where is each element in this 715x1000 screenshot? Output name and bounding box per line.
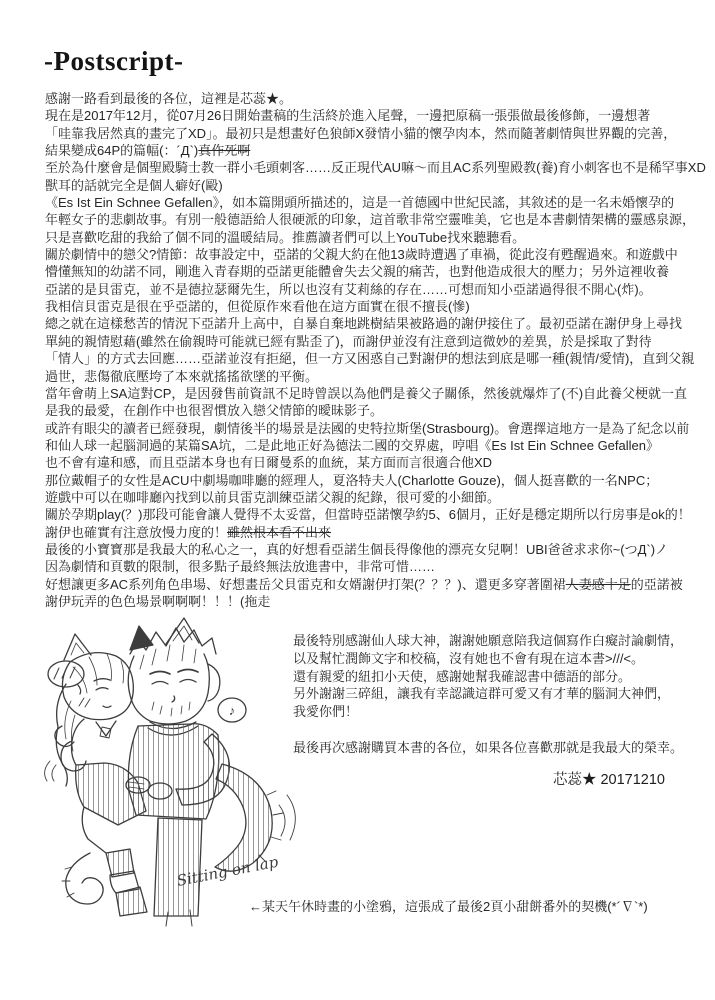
silence-speech-bubble (48, 661, 84, 694)
body-line: 我相信貝雷克是很在乎亞諾的，但從原作來看他在這方面實在很不擅長(慘) (45, 299, 470, 315)
body-line: 當年會萌上SA這對CP，是因發售前資訊不足時曾誤以為他們是養父子關係，然後就爆炸了(不)自此養父梗就一直 (45, 385, 688, 401)
final-thanks-line: 最後再次感謝購買本書的各位，如果各位喜歡那就是我最大的榮幸。 (293, 740, 684, 755)
body-line: 至於為什麼會是個聖殿騎士教一群小毛頭刺客……反正現代AU嘛～而且AC系列聖殿教(養)育小刺客也不是稀罕事XD (45, 160, 706, 176)
body-line: 是我的最愛，在創作中也很習慣放入戀父情節的曖昧影子。 (45, 403, 384, 419)
handwritten-note: Sitting on lap (175, 852, 280, 890)
doodle-caption: ←某天午休時畫的小塗鴉，這張成了最後2頁小甜餅番外的契機(*´∇`*) (249, 899, 648, 914)
body-line: 懵懂無知的幼諾不同，剛進入青春期的亞諾更能體會失去父親的痛苦，也對他造成很大的壓力；另外這裡收養 (45, 264, 670, 280)
author-signature: 芯蕊★ 20171210 (552, 772, 665, 788)
thanks-line: 我愛你們！ (293, 704, 359, 720)
body-line: 關於劇情中的戀父?情節：故事設定中，亞諾的父親大約在他13歲時遭遇了車禍，從此沒有甦醒過來。和遊戲中 (45, 247, 678, 263)
body-line: 單純的親情慰藉(雖然在偷親時可能就已經有點歪了)，而謝伊並沒有注意到這微妙的差異，於是採取了對待 (45, 333, 652, 349)
body-line: 感謝一路看到最後的各位，這裡是芯蕊★。 (45, 91, 293, 106)
thanks-line: 最後特別感謝仙人球大神，謝謝她願意陪我這個寫作白癡討論劇情， (293, 633, 684, 648)
body-line: 那位戴帽子的女性是ACU中劇場咖啡廳的經理人，夏洛特夫人(Charlotte Gouze)，個人挺喜歡的一名NPC； (45, 472, 659, 488)
thanks-block (293, 632, 708, 721)
body-line: 亞諾的是貝雷克，並不是德拉瑟爾先生，所以也沒有艾莉絲的存在……可想而知小亞諾過得很不開心(炸)。 (45, 281, 652, 297)
body-line: 年輕女子的悲劇故事。有別一般德語給人很硬派的印象，這首歌非常空靈唯美，它也是本書劇情架構的靈感泉源， (45, 212, 696, 228)
body-line: 只是喜歡吃甜的我給了個不同的溫暖結局。推薦讀者們可以上YouTube找來聽聽看。 (45, 229, 526, 245)
fluffy-tail (215, 764, 295, 871)
thanks-line: 以及幫忙潤飾文字和校稿，沒有她也不會有現在這本書>///<。 (293, 650, 645, 666)
body-text (45, 90, 710, 610)
page-title: -Postscript- (44, 46, 184, 76)
body-line: 因為劇情和頁數的限制，很多點子最終無法放進書中，非常可惜…… (45, 559, 436, 575)
body-line: 《Es Ist Ein Schnee Gefallen》，如本篇開頭所描述的，這是一首德國中世紀民謠，其敘述的是一名未婚懷孕的 (45, 195, 675, 211)
body-line: 和仙人球一起腦洞過的某篇SA坑，二是此地正好為德法二國的交界處，哼唱《Es Ist Ein Schnee Gefallen》 (45, 437, 659, 453)
body-line: 獸耳的話就完全是個人癖好(毆) (45, 177, 223, 193)
body-line: 總之就在這樣愁苦的情況下亞諾升上高中，自暴自棄地跳樹結果被路過的謝伊接住了。最初亞諾在謝伊身上尋找 (45, 316, 683, 332)
body-line: 或許有眼尖的讀者已經發現，劇情後半的場景是法國的史特拉斯堡(Strasbourg)。會選擇這地方一是為了紀念以前 (45, 420, 690, 436)
body-line: 「哇靠我居然真的畫完了XD」。最初只是想畫好色狼師X發情小貓的懷孕肉本，然而隨著劇情與世界觀的完善， (45, 125, 677, 141)
body-line: 現在是2017年12月，從07月26日開始畫稿的生活終於進入尾聲，一邊把原稿一張張做最後修飾，一邊想著 (45, 108, 651, 124)
body-line: 也不會有違和感，而且亞諾本身也有日爾曼系的血統，某方面而言很適合他XD (45, 455, 493, 471)
thanks-line: 還有親愛的紐扣小天使，感謝她幫我確認書中德語的部分。 (293, 668, 632, 684)
body-line: 謝伊玩弄的色色場景啊啊啊！！！(拖走 (45, 593, 271, 609)
body-line: 過世，悲傷徹底壓垮了本來就搖搖欲墜的平衡。 (45, 368, 319, 384)
thanks-line: 另外謝謝三碎組，讓我有幸認識這群可愛又有才華的腦洞大神們， (293, 686, 671, 702)
body-line: 遊戲中可以在咖啡廳內找到以前貝雷克訓練亞諾父親的紀錄，很可愛的小細節。 (45, 489, 501, 505)
body-line: 好想讓更多AC系列角色串場、好想畫岳父貝雷克和女婿謝伊打架(？？？)、還更多穿著圍裙人妻感十足的亞諾被 (45, 576, 683, 592)
body-line: 結果變成64P的篇幅(：´Д`)真作死啊 (45, 143, 251, 159)
body-line: 關於孕期play(？)那段可能會讓人覺得不太妥當，但當時亞諾懷孕約5、6個月，正好是穩定期所以行房事是ok的！ (45, 507, 691, 523)
music-note-glyph: ♪ (228, 703, 236, 718)
body-line: 最後的小寶寶那是我最大的私心之一，真的好想看亞諾生個長得像他的漂亮女兒啊！UBI爸爸求求你~(つД`)ノ (45, 541, 669, 557)
body-line: 謝伊也確實有注意放慢力度的！雖然根本看不出來 (45, 524, 332, 540)
body-line: 「情人」的方式去回應……亞諾並沒有拒絕，但一方又困惑自己對謝伊的想法到底是哪一種(親情/愛情)，直到父親 (45, 351, 695, 367)
lap-sketch-illustration (26, 614, 300, 932)
